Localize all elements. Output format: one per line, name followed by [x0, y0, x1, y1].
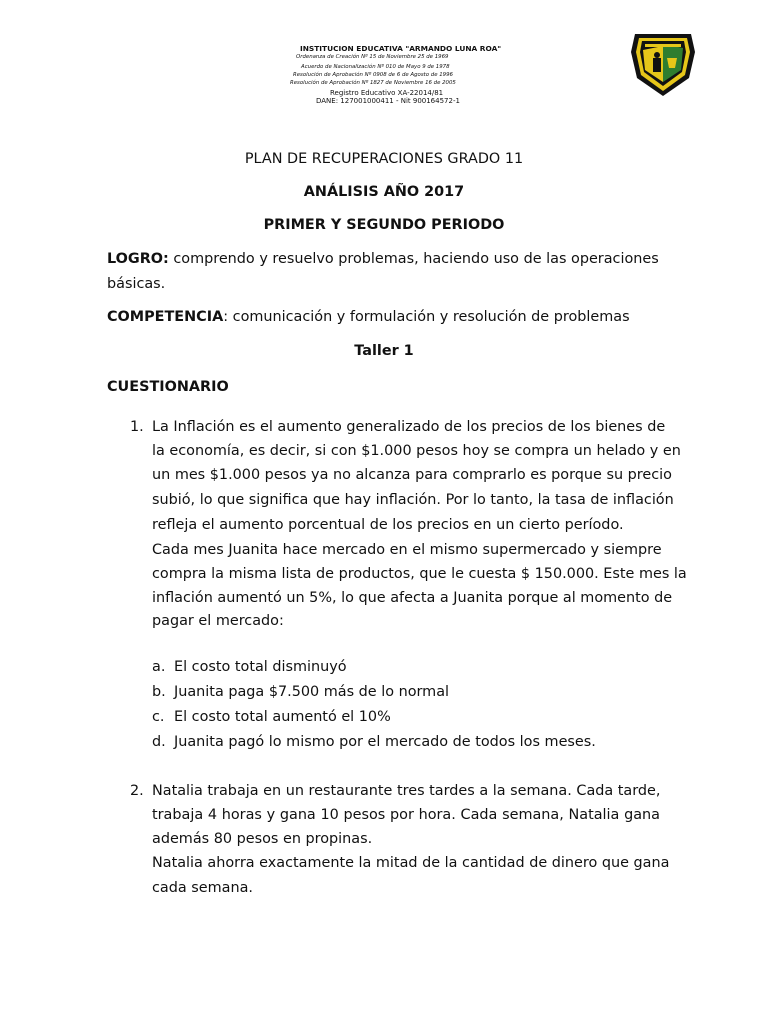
option-letter: d.: [152, 734, 166, 750]
question-2-line: además 80 pesos en propinas.: [152, 831, 373, 847]
institution-header: [270, 38, 500, 118]
question-1-line: Cada mes Juanita hace mercado en el mismo supermercado y siempre: [152, 542, 662, 558]
school-crest-icon: [625, 28, 701, 100]
question-1-line: inflación aumentó un 5%, lo que afecta a Juanita porque al momento de: [152, 590, 673, 606]
question-1-line: refleja el aumento porcentual de los precios en un cierto período.: [152, 517, 624, 533]
question-2-line: trabaja 4 horas y gana 10 pesos por hora. Cada semana, Natalia gana: [152, 807, 660, 823]
question-2-line: cada semana.: [152, 880, 253, 896]
creation-ordinance: Ordenanza de Creación Nº 15 de Noviembre 25 de 1969: [296, 54, 449, 60]
competencia-text: : comunicación y formulación y resolución de problemas: [223, 309, 630, 325]
nationalization-agreement: Acuerdo de Nacionalización Nº 010 de Mayo 9 de 1978: [301, 64, 450, 70]
periods-title: PRIMER Y SEGUNDO PERIODO: [263, 217, 505, 233]
logro-line-1: [107, 247, 659, 272]
question-1-line: subió, lo que significa que hay inflación. Por lo tanto, la tasa de inflación: [152, 492, 674, 508]
question-number: 2.: [130, 783, 144, 799]
option-text: El costo total disminuyó: [174, 659, 347, 675]
option-letter: b.: [152, 684, 166, 700]
cuestionario-heading: CUESTIONARIO: [107, 379, 229, 395]
competencia-label: COMPETENCIA: [107, 309, 224, 325]
logro-line-2: básicas.: [107, 276, 166, 292]
option-text: Juanita paga $7.500 más de lo normal: [174, 684, 450, 700]
option-letter: a.: [152, 659, 166, 675]
option-text: Juanita pagó lo mismo por el mercado de todos los meses.: [174, 734, 596, 750]
logro-label: LOGRO:: [107, 251, 169, 267]
question-1-line: compra la misma lista de productos, que le cuesta $ 150.000. Este mes la: [152, 566, 687, 582]
educational-registry: Registro Educativo XA-22014/81: [330, 89, 444, 97]
question-1-line: la economía, es decir, si con $1.000 pesos hoy se compra un helado y en: [152, 443, 681, 459]
option-letter: c.: [152, 709, 165, 725]
question-1-line: pagar el mercado:: [152, 613, 284, 629]
plan-title: PLAN DE RECUPERACIONES GRADO 11: [244, 151, 524, 167]
approval-resolution-2: Resolución de Aprobación Nº 1827 de Noviembre 16 de 2005: [290, 80, 456, 86]
taller-title: Taller 1: [354, 343, 414, 359]
option-text: El costo total aumentó el 10%: [174, 709, 391, 725]
question-1-line: un mes $1.000 pesos ya no alcanza para comprarlo es porque su precio: [152, 467, 672, 483]
logro-text: comprendo y resuelvo problemas, haciendo uso de las operaciones: [168, 251, 659, 267]
competencia-line: [107, 305, 630, 330]
question-number: 1.: [130, 419, 144, 435]
subject-year-title: ANÁLISIS AÑO 2017: [303, 184, 465, 200]
approval-resolution-1: Resolución de Aprobación Nº 0908 de 6 de Agosto de 1996: [293, 72, 453, 78]
question-2-line: Natalia ahorra exactamente la mitad de la cantidad de dinero que gana: [152, 855, 670, 871]
dane-nit: DANE: 127001000411 - Nit 900164572-1: [316, 97, 460, 105]
question-2-line: Natalia trabaja en un restaurante tres tardes a la semana. Cada tarde,: [152, 783, 661, 799]
question-1-line: La Inflación es el aumento generalizado de los precios de los bienes de: [152, 419, 666, 435]
institution-name: INSTITUCION EDUCATIVA "ARMANDO LUNA ROA": [300, 44, 502, 53]
